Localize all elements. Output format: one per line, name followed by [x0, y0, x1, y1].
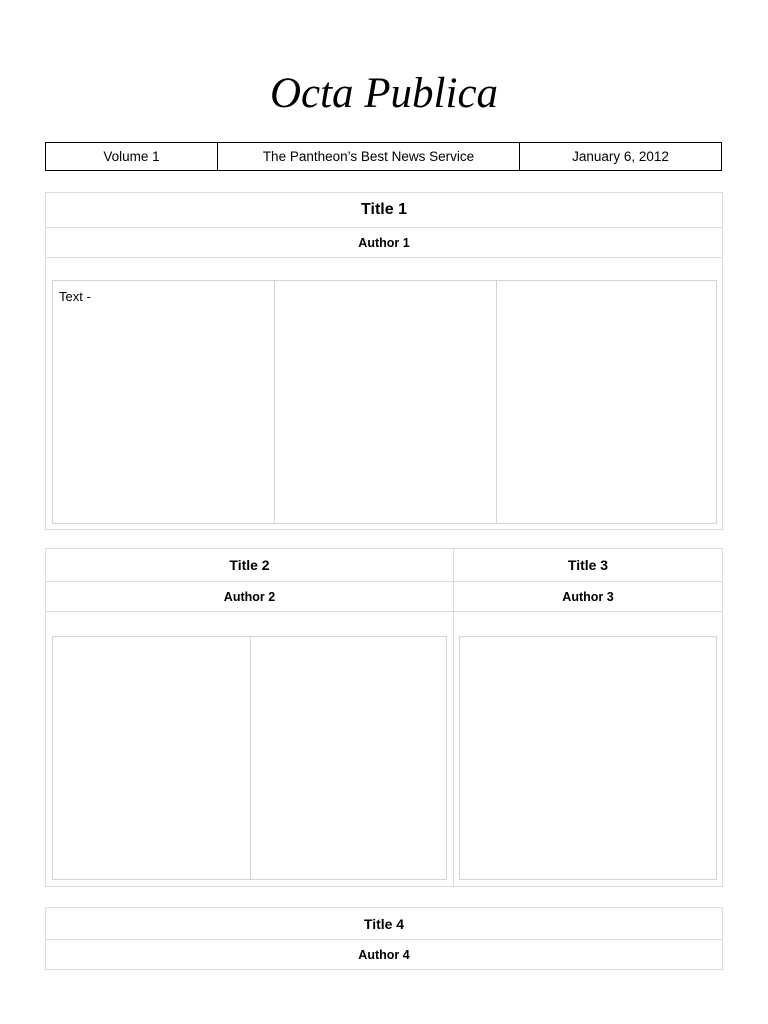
article-4-title[interactable]: Title 4	[46, 908, 722, 940]
article-4-author[interactable]: Author 4	[358, 948, 410, 962]
article-3-title[interactable]: Title 3	[454, 549, 722, 582]
article-1-text: Text -	[59, 289, 91, 304]
article-2-column-2[interactable]	[251, 637, 446, 879]
article-2-author[interactable]: Author 2	[46, 582, 453, 612]
tagline-cell: The Pantheon’s Best News Service	[218, 143, 520, 170]
article-1	[45, 192, 723, 530]
article-3-columns	[459, 636, 717, 880]
article-1-author[interactable]: Author 1	[46, 228, 722, 258]
article-1-column-2[interactable]	[275, 281, 497, 523]
article-1-columns	[52, 280, 717, 524]
info-bar	[45, 142, 722, 171]
newsletter-masthead: Octa Publica	[269, 70, 499, 117]
article-3-author[interactable]: Author 3	[454, 582, 722, 612]
article-1-column-3[interactable]	[497, 281, 716, 523]
article-2-column-1[interactable]	[53, 637, 251, 879]
article-1-title[interactable]: Title 1	[46, 193, 722, 228]
date-cell: January 6, 2012	[572, 149, 669, 164]
article-1-column-1[interactable]	[53, 281, 275, 523]
articles-2-3	[45, 548, 723, 887]
article-2-columns	[52, 636, 447, 880]
article-2-title[interactable]: Title 2	[46, 549, 453, 582]
article-3-column-1[interactable]	[460, 637, 716, 879]
article-4	[45, 907, 723, 970]
volume-cell: Volume 1	[46, 143, 218, 170]
